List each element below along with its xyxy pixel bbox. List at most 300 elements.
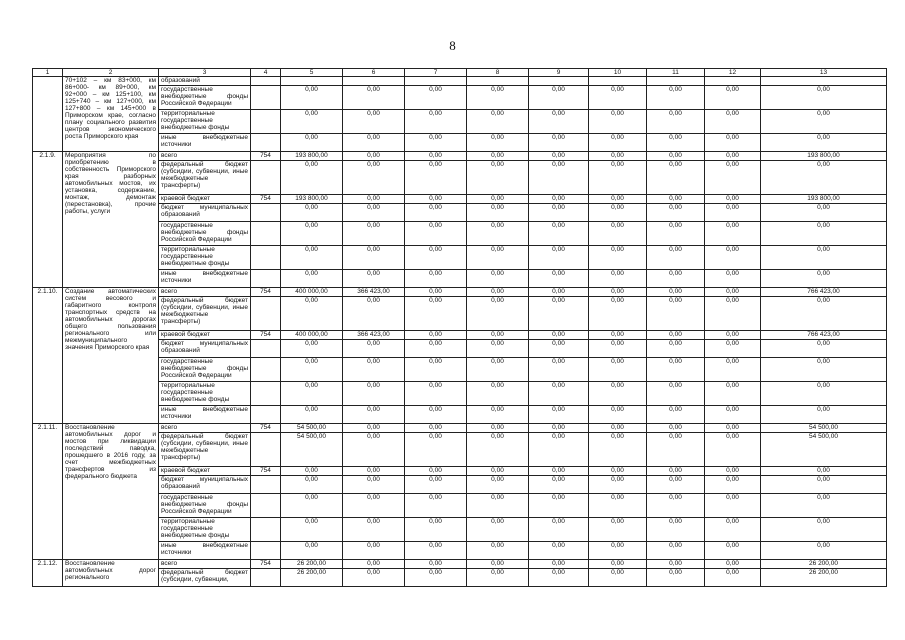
amount-cell: 0,00 bbox=[343, 195, 405, 204]
amount-cell bbox=[589, 77, 647, 86]
amount-cell: 0,00 bbox=[647, 110, 705, 134]
amount-cell: 0,00 bbox=[405, 433, 467, 467]
funding-source: территориальные государственные внебюджетные фонды bbox=[159, 382, 251, 406]
amount-cell: 0,00 bbox=[529, 204, 589, 222]
funding-source: федеральный бюджет (субсидии, субвенции, иные межбюджетные трансферты) bbox=[159, 297, 251, 331]
funding-source: бюджет муниципальных образований bbox=[159, 476, 251, 494]
amount-cell: 0,00 bbox=[343, 382, 405, 406]
measure-description: Мероприятия по приобретению в собственность Приморского края разборных автомобильных мостов, их установка, содержание, монтаж, демонтаж (перестановка), прочие работы, услуги bbox=[63, 152, 159, 288]
total-cell: 26 200,00 bbox=[761, 569, 887, 587]
amount-cell: 0,00 bbox=[405, 195, 467, 204]
amount-cell: 0,00 bbox=[529, 134, 589, 152]
amount-cell: 0,00 bbox=[405, 406, 467, 424]
grbs-code: 754 bbox=[251, 152, 281, 161]
header-cell: 6 bbox=[343, 69, 405, 77]
table-row bbox=[33, 569, 887, 587]
amount-cell: 0,00 bbox=[529, 433, 589, 467]
amount-cell: 0,00 bbox=[705, 86, 761, 110]
funding-source: всего bbox=[159, 560, 251, 569]
amount-cell: 0,00 bbox=[529, 382, 589, 406]
table-row bbox=[33, 433, 887, 467]
measure-description: Восстановление автомобильных дорог регионального bbox=[63, 560, 159, 587]
total-cell: 0,00 bbox=[761, 358, 887, 382]
amount-cell: 0,00 bbox=[589, 518, 647, 542]
amount-cell: 0,00 bbox=[647, 382, 705, 406]
amount-cell: 0,00 bbox=[589, 467, 647, 476]
amount-cell: 400 000,00 bbox=[281, 288, 343, 297]
amount-cell: 0,00 bbox=[467, 86, 529, 110]
amount-cell: 0,00 bbox=[281, 222, 343, 246]
amount-cell: 0,00 bbox=[589, 433, 647, 467]
total-cell: 0,00 bbox=[761, 161, 887, 195]
table-row bbox=[33, 77, 887, 86]
measure-description: 70+102 – км 83+000, км 86+000- км 89+000, км 92+000 – км 125+100, км 125+740 – км 127+000, км 127+800 – км 145+000 в Приморском крае, согласно плану социального развития центров экономического роста Приморского края bbox=[63, 77, 159, 152]
amount-cell: 0,00 bbox=[405, 476, 467, 494]
amount-cell: 0,00 bbox=[647, 406, 705, 424]
funding-source: территориальные государственные внебюджетные фонды bbox=[159, 518, 251, 542]
amount-cell: 0,00 bbox=[529, 467, 589, 476]
amount-cell: 0,00 bbox=[647, 467, 705, 476]
amount-cell: 0,00 bbox=[405, 134, 467, 152]
amount-cell: 0,00 bbox=[589, 270, 647, 288]
amount-cell: 0,00 bbox=[529, 476, 589, 494]
amount-cell: 0,00 bbox=[589, 195, 647, 204]
header-row bbox=[33, 69, 887, 77]
amount-cell: 0,00 bbox=[281, 358, 343, 382]
amount-cell: 0,00 bbox=[705, 288, 761, 297]
total-cell: 0,00 bbox=[761, 222, 887, 246]
amount-cell: 0,00 bbox=[405, 288, 467, 297]
amount-cell: 0,00 bbox=[405, 467, 467, 476]
measure-description: Восстановление автомобильных дорог и мостов при ликвидации последствий паводка, прошедшего в 2016 году, за счет межбюджетных трансфертов из федерального бюджета bbox=[63, 424, 159, 560]
amount-cell: 0,00 bbox=[705, 340, 761, 358]
amount-cell: 0,00 bbox=[589, 569, 647, 587]
table-row bbox=[33, 152, 887, 161]
amount-cell: 0,00 bbox=[467, 152, 529, 161]
table-row bbox=[33, 86, 887, 110]
funding-source: краевой бюджет bbox=[159, 467, 251, 476]
amount-cell: 0,00 bbox=[281, 382, 343, 406]
amount-cell: 0,00 bbox=[281, 161, 343, 195]
total-cell: 0,00 bbox=[761, 110, 887, 134]
amount-cell: 0,00 bbox=[467, 246, 529, 270]
total-cell: 0,00 bbox=[761, 542, 887, 560]
funding-source: государственные внебюджетные фонды Российской Федерации bbox=[159, 358, 251, 382]
grbs-code bbox=[251, 246, 281, 270]
funding-source: иные внебюджетные источники bbox=[159, 270, 251, 288]
amount-cell: 0,00 bbox=[281, 270, 343, 288]
amount-cell: 0,00 bbox=[647, 560, 705, 569]
funding-source: бюджет муниципальных образований bbox=[159, 340, 251, 358]
amount-cell: 0,00 bbox=[281, 204, 343, 222]
amount-cell: 0,00 bbox=[705, 382, 761, 406]
amount-cell: 0,00 bbox=[467, 204, 529, 222]
amount-cell: 0,00 bbox=[281, 246, 343, 270]
amount-cell: 0,00 bbox=[647, 433, 705, 467]
table-row bbox=[33, 297, 887, 331]
total-cell: 0,00 bbox=[761, 134, 887, 152]
amount-cell: 193 800,00 bbox=[281, 195, 343, 204]
amount-cell: 0,00 bbox=[647, 222, 705, 246]
amount-cell: 0,00 bbox=[647, 297, 705, 331]
amount-cell: 0,00 bbox=[589, 110, 647, 134]
amount-cell: 0,00 bbox=[589, 297, 647, 331]
amount-cell: 0,00 bbox=[529, 288, 589, 297]
grbs-code bbox=[251, 204, 281, 222]
amount-cell: 0,00 bbox=[405, 297, 467, 331]
budget-table bbox=[32, 68, 887, 587]
amount-cell: 0,00 bbox=[467, 518, 529, 542]
amount-cell: 0,00 bbox=[343, 152, 405, 161]
funding-source: образований bbox=[159, 77, 251, 86]
table-row bbox=[33, 382, 887, 406]
amount-cell: 0,00 bbox=[343, 476, 405, 494]
grbs-code: 754 bbox=[251, 424, 281, 433]
table-row bbox=[33, 195, 887, 204]
amount-cell: 0,00 bbox=[705, 161, 761, 195]
amount-cell: 0,00 bbox=[647, 152, 705, 161]
amount-cell: 0,00 bbox=[647, 340, 705, 358]
amount-cell: 0,00 bbox=[589, 382, 647, 406]
amount-cell: 0,00 bbox=[343, 467, 405, 476]
amount-cell: 366 423,00 bbox=[343, 331, 405, 340]
amount-cell: 0,00 bbox=[467, 382, 529, 406]
amount-cell: 0,00 bbox=[467, 494, 529, 518]
total-cell: 0,00 bbox=[761, 467, 887, 476]
amount-cell: 0,00 bbox=[467, 542, 529, 560]
total-cell: 766 423,00 bbox=[761, 331, 887, 340]
amount-cell: 0,00 bbox=[529, 86, 589, 110]
amount-cell: 54 500,00 bbox=[281, 424, 343, 433]
amount-cell: 0,00 bbox=[589, 358, 647, 382]
measure-code: 2.1.10. bbox=[33, 288, 63, 424]
amount-cell: 0,00 bbox=[589, 161, 647, 195]
amount-cell: 26 200,00 bbox=[281, 560, 343, 569]
amount-cell: 0,00 bbox=[343, 494, 405, 518]
amount-cell: 0,00 bbox=[589, 494, 647, 518]
header-cell: 11 bbox=[647, 69, 705, 77]
measure-code bbox=[33, 77, 63, 152]
total-cell: 0,00 bbox=[761, 86, 887, 110]
amount-cell: 0,00 bbox=[405, 560, 467, 569]
grbs-code bbox=[251, 433, 281, 467]
amount-cell: 0,00 bbox=[647, 331, 705, 340]
amount-cell: 0,00 bbox=[705, 433, 761, 467]
amount-cell: 0,00 bbox=[281, 297, 343, 331]
amount-cell: 0,00 bbox=[529, 358, 589, 382]
table-row bbox=[33, 222, 887, 246]
amount-cell: 0,00 bbox=[589, 134, 647, 152]
funding-source: краевой бюджет bbox=[159, 195, 251, 204]
funding-source: государственные внебюджетные фонды Российской Федерации bbox=[159, 222, 251, 246]
amount-cell: 0,00 bbox=[405, 222, 467, 246]
grbs-code bbox=[251, 222, 281, 246]
grbs-code bbox=[251, 110, 281, 134]
funding-source: всего bbox=[159, 424, 251, 433]
amount-cell: 193 800,00 bbox=[281, 152, 343, 161]
grbs-code bbox=[251, 569, 281, 587]
amount-cell: 0,00 bbox=[405, 358, 467, 382]
amount-cell: 0,00 bbox=[647, 542, 705, 560]
grbs-code: 754 bbox=[251, 288, 281, 297]
header-cell: 13 bbox=[761, 69, 887, 77]
amount-cell: 0,00 bbox=[705, 424, 761, 433]
amount-cell: 0,00 bbox=[281, 494, 343, 518]
amount-cell: 0,00 bbox=[647, 195, 705, 204]
table-row bbox=[33, 406, 887, 424]
amount-cell: 0,00 bbox=[647, 358, 705, 382]
amount-cell: 0,00 bbox=[589, 560, 647, 569]
amount-cell: 0,00 bbox=[529, 340, 589, 358]
funding-source: территориальные государственные внебюджетные фонды bbox=[159, 246, 251, 270]
amount-cell: 0,00 bbox=[647, 494, 705, 518]
amount-cell: 0,00 bbox=[467, 288, 529, 297]
amount-cell: 0,00 bbox=[467, 358, 529, 382]
table-row bbox=[33, 424, 887, 433]
amount-cell: 0,00 bbox=[467, 560, 529, 569]
total-cell: 193 800,00 bbox=[761, 152, 887, 161]
amount-cell: 0,00 bbox=[529, 518, 589, 542]
funding-source: государственные внебюджетные фонды Российской Федерации bbox=[159, 86, 251, 110]
table-row bbox=[33, 161, 887, 195]
amount-cell: 0,00 bbox=[405, 86, 467, 110]
table-row bbox=[33, 204, 887, 222]
amount-cell: 0,00 bbox=[705, 358, 761, 382]
amount-cell: 0,00 bbox=[281, 467, 343, 476]
amount-cell: 0,00 bbox=[281, 110, 343, 134]
funding-source: государственные внебюджетные фонды Российской Федерации bbox=[159, 494, 251, 518]
amount-cell: 0,00 bbox=[589, 331, 647, 340]
amount-cell: 0,00 bbox=[343, 110, 405, 134]
grbs-code bbox=[251, 77, 281, 86]
grbs-code bbox=[251, 518, 281, 542]
grbs-code bbox=[251, 358, 281, 382]
amount-cell: 54 500,00 bbox=[281, 433, 343, 467]
amount-cell: 0,00 bbox=[343, 433, 405, 467]
header-cell: 8 bbox=[467, 69, 529, 77]
amount-cell: 0,00 bbox=[529, 297, 589, 331]
grbs-code bbox=[251, 86, 281, 110]
amount-cell: 0,00 bbox=[529, 424, 589, 433]
amount-cell: 400 000,00 bbox=[281, 331, 343, 340]
amount-cell: 0,00 bbox=[705, 246, 761, 270]
funding-source: территориальные государственные внебюджетные фонды bbox=[159, 110, 251, 134]
amount-cell: 0,00 bbox=[405, 569, 467, 587]
amount-cell: 0,00 bbox=[343, 297, 405, 331]
amount-cell: 0,00 bbox=[405, 246, 467, 270]
amount-cell: 0,00 bbox=[705, 569, 761, 587]
measure-code: 2.1.12. bbox=[33, 560, 63, 587]
amount-cell: 0,00 bbox=[647, 246, 705, 270]
grbs-code bbox=[251, 134, 281, 152]
total-cell: 193 800,00 bbox=[761, 195, 887, 204]
measure-code: 2.1.9. bbox=[33, 152, 63, 288]
measure-code: 2.1.11. bbox=[33, 424, 63, 560]
amount-cell: 0,00 bbox=[647, 86, 705, 110]
amount-cell: 0,00 bbox=[589, 204, 647, 222]
amount-cell: 0,00 bbox=[405, 382, 467, 406]
amount-cell: 26 200,00 bbox=[281, 569, 343, 587]
amount-cell bbox=[467, 77, 529, 86]
amount-cell: 0,00 bbox=[467, 134, 529, 152]
amount-cell: 0,00 bbox=[343, 340, 405, 358]
header-cell: 4 bbox=[251, 69, 281, 77]
header-cell: 1 bbox=[33, 69, 63, 77]
funding-source: бюджет муниципальных образований bbox=[159, 204, 251, 222]
amount-cell: 0,00 bbox=[467, 161, 529, 195]
total-cell: 0,00 bbox=[761, 518, 887, 542]
amount-cell: 0,00 bbox=[705, 270, 761, 288]
header-cell: 2 bbox=[63, 69, 159, 77]
funding-source: краевой бюджет bbox=[159, 331, 251, 340]
amount-cell: 0,00 bbox=[647, 270, 705, 288]
amount-cell: 0,00 bbox=[467, 195, 529, 204]
amount-cell: 0,00 bbox=[529, 110, 589, 134]
amount-cell: 0,00 bbox=[467, 433, 529, 467]
amount-cell: 0,00 bbox=[405, 110, 467, 134]
amount-cell: 0,00 bbox=[343, 86, 405, 110]
total-cell: 0,00 bbox=[761, 382, 887, 406]
amount-cell: 0,00 bbox=[705, 134, 761, 152]
amount-cell: 0,00 bbox=[343, 358, 405, 382]
amount-cell: 0,00 bbox=[705, 494, 761, 518]
amount-cell: 0,00 bbox=[647, 161, 705, 195]
amount-cell: 0,00 bbox=[647, 204, 705, 222]
amount-cell: 0,00 bbox=[405, 270, 467, 288]
amount-cell: 0,00 bbox=[405, 152, 467, 161]
amount-cell: 0,00 bbox=[705, 331, 761, 340]
amount-cell: 0,00 bbox=[705, 195, 761, 204]
table-row bbox=[33, 494, 887, 518]
amount-cell: 0,00 bbox=[281, 86, 343, 110]
amount-cell: 0,00 bbox=[529, 246, 589, 270]
amount-cell: 0,00 bbox=[529, 161, 589, 195]
amount-cell: 0,00 bbox=[647, 518, 705, 542]
amount-cell: 0,00 bbox=[647, 288, 705, 297]
funding-source: иные внебюджетные источники bbox=[159, 542, 251, 560]
amount-cell: 0,00 bbox=[343, 542, 405, 560]
amount-cell: 0,00 bbox=[405, 518, 467, 542]
table-row bbox=[33, 518, 887, 542]
measure-description: Создание автоматических систем весового и габаритного контроля транспортных средств на автомобильных дорогах общего пользования регионального или межмуниципального значения Приморского края bbox=[63, 288, 159, 424]
table-row bbox=[33, 340, 887, 358]
amount-cell: 0,00 bbox=[343, 518, 405, 542]
amount-cell: 0,00 bbox=[529, 406, 589, 424]
amount-cell: 0,00 bbox=[467, 424, 529, 433]
grbs-code: 754 bbox=[251, 560, 281, 569]
amount-cell: 0,00 bbox=[589, 424, 647, 433]
amount-cell: 0,00 bbox=[405, 161, 467, 195]
grbs-code bbox=[251, 406, 281, 424]
header-cell: 3 bbox=[159, 69, 251, 77]
table-row bbox=[33, 134, 887, 152]
header-cell: 7 bbox=[405, 69, 467, 77]
amount-cell: 0,00 bbox=[467, 569, 529, 587]
amount-cell: 0,00 bbox=[405, 340, 467, 358]
grbs-code bbox=[251, 297, 281, 331]
grbs-code bbox=[251, 494, 281, 518]
amount-cell: 0,00 bbox=[467, 331, 529, 340]
amount-cell: 0,00 bbox=[281, 542, 343, 560]
amount-cell bbox=[529, 77, 589, 86]
amount-cell: 0,00 bbox=[647, 424, 705, 433]
amount-cell: 0,00 bbox=[589, 542, 647, 560]
table-row bbox=[33, 270, 887, 288]
funding-source: федеральный бюджет (субсидии, субвенции, иные межбюджетные трансферты) bbox=[159, 161, 251, 195]
total-cell: 0,00 bbox=[761, 246, 887, 270]
grbs-code bbox=[251, 542, 281, 560]
amount-cell: 0,00 bbox=[705, 222, 761, 246]
table-row bbox=[33, 110, 887, 134]
amount-cell: 0,00 bbox=[529, 494, 589, 518]
amount-cell: 0,00 bbox=[343, 222, 405, 246]
page-number: 8 bbox=[449, 38, 456, 53]
amount-cell: 0,00 bbox=[281, 340, 343, 358]
amount-cell: 0,00 bbox=[405, 542, 467, 560]
amount-cell: 0,00 bbox=[405, 494, 467, 518]
amount-cell: 0,00 bbox=[529, 195, 589, 204]
amount-cell: 0,00 bbox=[589, 222, 647, 246]
total-cell: 0,00 bbox=[761, 340, 887, 358]
amount-cell: 0,00 bbox=[705, 204, 761, 222]
amount-cell: 0,00 bbox=[343, 270, 405, 288]
header-cell: 5 bbox=[281, 69, 343, 77]
amount-cell: 0,00 bbox=[529, 152, 589, 161]
amount-cell: 0,00 bbox=[281, 134, 343, 152]
amount-cell: 0,00 bbox=[647, 134, 705, 152]
total-cell bbox=[761, 77, 887, 86]
total-cell: 0,00 bbox=[761, 204, 887, 222]
amount-cell: 0,00 bbox=[705, 110, 761, 134]
amount-cell: 0,00 bbox=[343, 161, 405, 195]
grbs-code bbox=[251, 382, 281, 406]
funding-source: федеральный бюджет (субсидии, субвенции, bbox=[159, 569, 251, 587]
funding-source: всего bbox=[159, 152, 251, 161]
table-row bbox=[33, 476, 887, 494]
total-cell: 0,00 bbox=[761, 494, 887, 518]
amount-cell: 0,00 bbox=[529, 560, 589, 569]
total-cell: 26 200,00 bbox=[761, 560, 887, 569]
grbs-code: 754 bbox=[251, 331, 281, 340]
table-body bbox=[33, 69, 887, 587]
amount-cell bbox=[647, 77, 705, 86]
amount-cell: 0,00 bbox=[529, 270, 589, 288]
table-row bbox=[33, 288, 887, 297]
amount-cell: 0,00 bbox=[343, 569, 405, 587]
table-row bbox=[33, 560, 887, 569]
amount-cell: 0,00 bbox=[705, 297, 761, 331]
table-row bbox=[33, 358, 887, 382]
total-cell: 766 423,00 bbox=[761, 288, 887, 297]
amount-cell: 0,00 bbox=[589, 406, 647, 424]
amount-cell: 0,00 bbox=[405, 331, 467, 340]
amount-cell: 0,00 bbox=[589, 288, 647, 297]
amount-cell: 0,00 bbox=[467, 222, 529, 246]
amount-cell: 0,00 bbox=[343, 424, 405, 433]
amount-cell: 0,00 bbox=[589, 246, 647, 270]
amount-cell: 0,00 bbox=[589, 86, 647, 110]
amount-cell: 0,00 bbox=[467, 467, 529, 476]
amount-cell: 0,00 bbox=[343, 134, 405, 152]
amount-cell: 0,00 bbox=[467, 110, 529, 134]
amount-cell: 0,00 bbox=[281, 476, 343, 494]
grbs-code bbox=[251, 270, 281, 288]
amount-cell: 0,00 bbox=[705, 518, 761, 542]
header-cell: 9 bbox=[529, 69, 589, 77]
table-row bbox=[33, 331, 887, 340]
total-cell: 54 500,00 bbox=[761, 433, 887, 467]
amount-cell: 0,00 bbox=[705, 406, 761, 424]
